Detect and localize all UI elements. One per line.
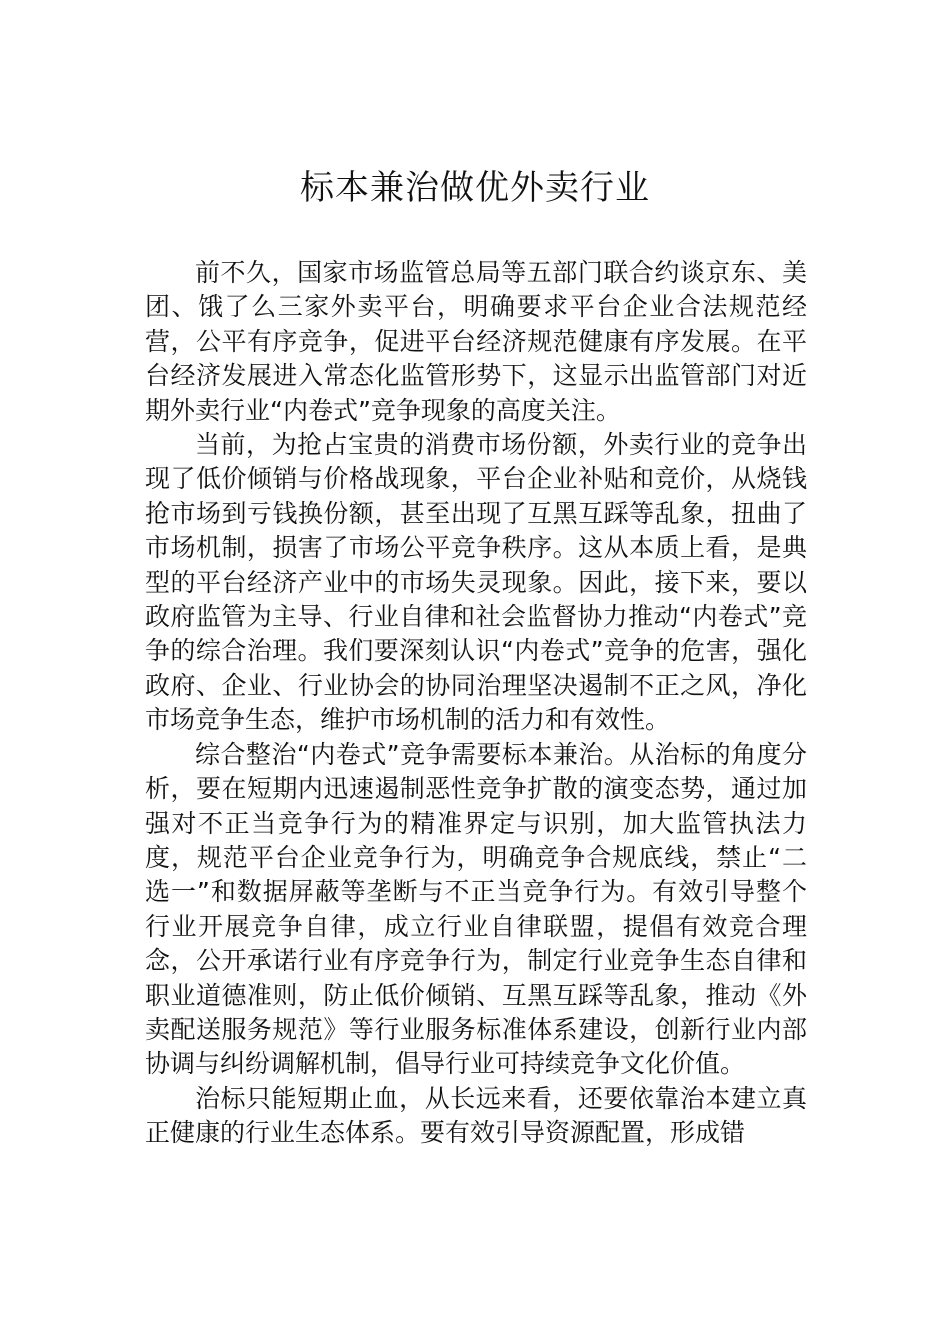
document-body [145, 256, 807, 1151]
paragraph-2: 当前，为抢占宝贵的消费市场份额，外卖行业的竞争出现了低价倾销与价格战现象，平台企业补贴和竞价，从烧钱抢市场到亏钱换份额，甚至出现了互黑互踩等乱象，扭曲了市场机制，损害了市场公平竞争秩序。这从本质上看，是典型的平台经济产业中的市场失灵现象。因此，接下来，要以政府监管为主导、行业自律和社会监督协力推动“内卷式”竞争的综合治理。我们要深刻认识“内卷式”竞争的危害，强化政府、企业、行业协会的协同治理坚决遏制不正之风，净化市场竞争生态，维护市场机制的活力和有效性。 [145, 430, 807, 735]
document-title: 标本兼治做优外卖行业 [300, 168, 650, 208]
paragraph-3: 综合整治“内卷式”竞争需要标本兼治。从治标的角度分析，要在短期内迅速遏制恶性竞争扩散的演变态势，通过加强对不正当竞争行为的精准界定与识别，加大监管执法力度，规范平台企业竞争行为，明确竞争合规底线，禁止“二选一”和数据屏蔽等垄断与不正当竞争行为。有效引导整个行业开展竞争自律，成立行业自律联盟，提倡有效竞合理念，公开承诺行业有序竞争行为，制定行业竞争生态自律和职业道德准则，防止低价倾销、互黑互踩等乱象，推动《外卖配送服务规范》等行业服务标准体系建设，创新行业内部协调与纠纷调解机制，倡导行业可持续竞争文化价值。 [145, 739, 807, 1079]
paragraph-4: 治标只能短期止血，从长远来看，还要依靠治本建立真正健康的行业生态体系。要有效引导资源配置，形成错 [145, 1083, 807, 1148]
paragraph-1: 前不久，国家市场监管总局等五部门联合约谈京东、美团、饿了么三家外卖平台，明确要求平台企业合法规范经营，公平有序竞争，促进平台经济规范健康有序发展。在平台经济发展进入常态化监管形势下，这显示出监管部门对近期外卖行业“内卷式”竞争现象的高度关注。 [145, 258, 807, 425]
